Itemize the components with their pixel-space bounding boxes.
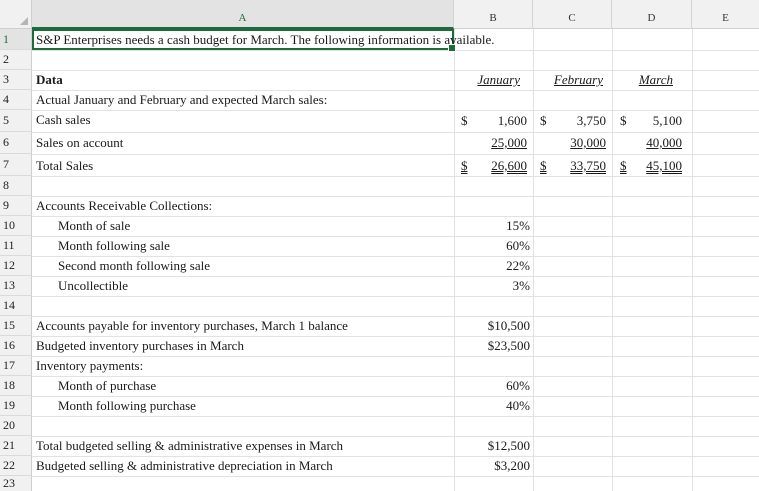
cell-c7-currency: $ <box>540 158 547 173</box>
cell-d7-currency: $ <box>620 158 627 173</box>
grid-line <box>32 476 759 477</box>
cell-a4[interactable]: Actual January and February and expected March sales: <box>36 92 328 107</box>
cell-a18[interactable]: Month of purchase <box>58 378 157 393</box>
grid-line <box>32 154 759 155</box>
row-header-5[interactable]: 5 <box>0 110 32 132</box>
grid-line <box>32 296 759 297</box>
grid-line <box>32 216 759 217</box>
cell-a6[interactable]: Sales on account <box>36 135 124 150</box>
cell-a15[interactable]: Accounts payable for inventory purchases, March 1 balance <box>36 318 348 333</box>
grid-line <box>32 416 759 417</box>
row-header-15[interactable]: 15 <box>0 316 32 336</box>
row-header-1[interactable]: 1 <box>0 29 32 50</box>
cell-b15[interactable]: $10,500 <box>487 318 530 333</box>
cell-a22[interactable]: Budgeted selling & administrative depreciation in March <box>36 458 333 473</box>
cell-d3[interactable]: March <box>638 72 673 87</box>
cell-d5-currency: $ <box>620 113 627 128</box>
row-header-6[interactable]: 6 <box>0 132 32 154</box>
cell-c5-currency: $ <box>540 113 547 128</box>
grid-line <box>533 29 534 491</box>
grid-line <box>692 29 693 491</box>
grid-line <box>32 132 759 133</box>
cell-b22[interactable]: $3,200 <box>494 458 530 473</box>
cell-d5[interactable]: 5,100 <box>652 113 682 128</box>
row-header-18[interactable]: 18 <box>0 376 32 396</box>
cell-c5[interactable]: 3,750 <box>576 113 606 128</box>
column-header-a[interactable]: A <box>32 0 454 29</box>
row-header-20[interactable]: 20 <box>0 416 32 436</box>
corner-triangle-icon <box>20 17 28 25</box>
cell-d7[interactable]: 45,100 <box>646 158 682 173</box>
cell-a13[interactable]: Uncollectible <box>58 278 129 293</box>
cell-b13[interactable]: 3% <box>512 278 530 293</box>
row-header-23[interactable]: 23 <box>0 476 32 491</box>
cell-b3[interactable]: January <box>477 72 520 87</box>
row-header-10[interactable]: 10 <box>0 216 32 236</box>
cell-c7[interactable]: 33,750 <box>570 158 606 173</box>
cell-c3[interactable]: February <box>553 72 603 87</box>
grid-line <box>32 110 759 111</box>
cell-a11[interactable]: Month following sale <box>58 238 170 253</box>
cell-a21[interactable]: Total budgeted selling & administrative expenses in March <box>36 438 344 453</box>
row-header-12[interactable]: 12 <box>0 256 32 276</box>
row-header-9[interactable]: 9 <box>0 196 32 216</box>
column-header-d[interactable]: D <box>612 0 692 29</box>
select-all-corner[interactable] <box>0 0 32 29</box>
cell-b10[interactable]: 15% <box>506 218 530 233</box>
row-header-8[interactable]: 8 <box>0 176 32 196</box>
grid-line <box>612 29 613 491</box>
row-header-19[interactable]: 19 <box>0 396 32 416</box>
column-header-e[interactable]: E <box>692 0 759 29</box>
row-header-16[interactable]: 16 <box>0 336 32 356</box>
grid-line <box>32 50 759 51</box>
cell-b5[interactable]: 1,600 <box>497 113 527 128</box>
cell-a7[interactable]: Total Sales <box>36 158 94 173</box>
cell-a19[interactable]: Month following purchase <box>58 398 196 413</box>
cell-a12[interactable]: Second month following sale <box>58 258 211 273</box>
cell-b21[interactable]: $12,500 <box>487 438 530 453</box>
row-header-7[interactable]: 7 <box>0 154 32 176</box>
cell-a17[interactable]: Inventory payments: <box>36 358 144 373</box>
cell-a10[interactable]: Month of sale <box>58 218 131 233</box>
grid-line <box>32 176 759 177</box>
row-header-4[interactable]: 4 <box>0 90 32 110</box>
row-header-17[interactable]: 17 <box>0 356 32 376</box>
cell-b7-currency: $ <box>461 158 468 173</box>
column-header-b[interactable]: B <box>454 0 533 29</box>
cell-b19[interactable]: 40% <box>506 398 530 413</box>
row-header-3[interactable]: 3 <box>0 70 32 90</box>
cell-b11[interactable]: 60% <box>506 238 530 253</box>
cell-a1[interactable]: S&P Enterprises needs a cash budget for March. The following information is available. <box>36 32 495 47</box>
row-header-14[interactable]: 14 <box>0 296 32 316</box>
cell-b5-currency: $ <box>461 113 468 128</box>
column-header-c[interactable]: C <box>533 0 612 29</box>
grid-line <box>32 276 759 277</box>
row-header-2[interactable]: 2 <box>0 50 32 70</box>
cell-a3[interactable]: Data <box>36 72 63 87</box>
cell-a16[interactable]: Budgeted inventory purchases in March <box>36 338 244 353</box>
row-header-22[interactable]: 22 <box>0 456 32 476</box>
cell-d6[interactable]: 40,000 <box>646 135 682 150</box>
row-header-13[interactable]: 13 <box>0 276 32 296</box>
cell-b6[interactable]: 25,000 <box>491 135 527 150</box>
row-header-21[interactable]: 21 <box>0 436 32 456</box>
cell-b7[interactable]: 26,600 <box>491 158 527 173</box>
cell-a5[interactable]: Cash sales <box>36 112 91 127</box>
cell-b12[interactable]: 22% <box>506 258 530 273</box>
cell-a9[interactable]: Accounts Receivable Collections: <box>36 198 213 213</box>
cell-b18[interactable]: 60% <box>506 378 530 393</box>
row-header-11[interactable]: 11 <box>0 236 32 256</box>
cell-b16[interactable]: $23,500 <box>487 338 530 353</box>
cell-c6[interactable]: 30,000 <box>570 135 606 150</box>
